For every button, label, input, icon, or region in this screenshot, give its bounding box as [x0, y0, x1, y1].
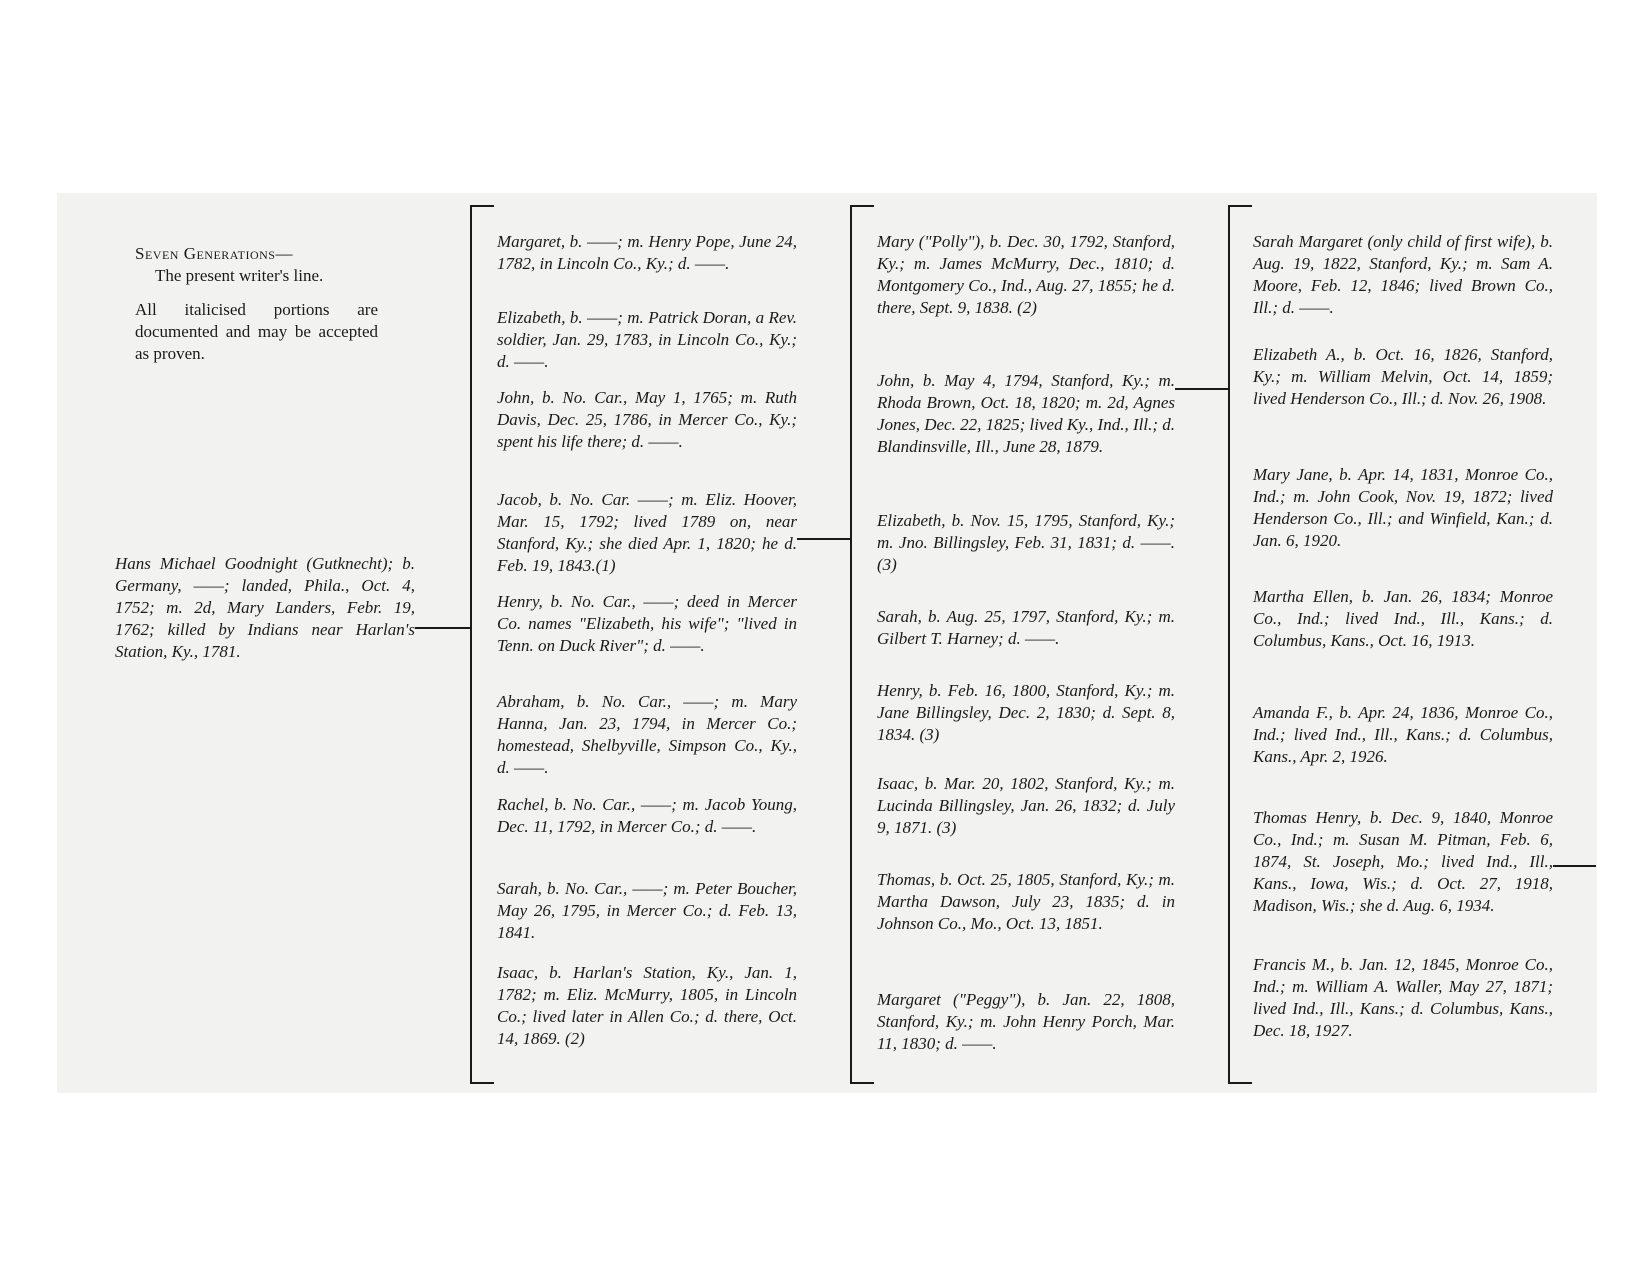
gen1-entry: Hans Michael Goodnight (Gutknecht); b. Germany, ——; landed, Phila., Oct. 4, 1752; m. 2d, Mary Landers, Febr. 19, 1762; killed by Indians near Harlan's Station, Ky., 1781. [115, 554, 415, 661]
person-entry: Mary Jane, b. Apr. 14, 1831, Monroe Co., Ind.; m. John Cook, Nov. 19, 1872; lived Henderson Co., Ill.; and Winfield, Kan.; d. Jan. 6, 1920. [1253, 465, 1553, 550]
intro-note: All italicised portions are documented and may be accepted as proven. [135, 300, 378, 363]
intro-subtitle: The present writer's line. [155, 266, 324, 285]
connector-gen4 [1553, 865, 1596, 867]
connector-gen1 [415, 627, 470, 629]
bracket-gen3 [850, 205, 874, 1084]
bracket-gen4 [1228, 205, 1252, 1084]
person-entry: Abraham, b. No. Car., ——; m. Mary Hanna, Jan. 23, 1794, in Mercer Co.; homestead, Shelbyville, Simpson Co., Ky., d. ——. [497, 692, 797, 777]
person-entry: John, b. No. Car., May 1, 1765; m. Ruth Davis, Dec. 25, 1786, in Mercer Co., Ky.; spent his life there; d. ——. [497, 388, 797, 451]
person-entry: Sarah, b. Aug. 25, 1797, Stanford, Ky.; m. Gilbert T. Harney; d. ——. [877, 607, 1175, 648]
person-entry: Martha Ellen, b. Jan. 26, 1834; Monroe Co., Ind.; lived Ind., Ill., Kans.; d. Columbus, Kans., Oct. 16, 1913. [1253, 587, 1553, 650]
person-entry: Margaret ("Peggy"), b. Jan. 22, 1808, Stanford, Ky.; m. John Henry Porch, Mar. 11, 1830; d. ——. [877, 990, 1175, 1053]
person-entry: Henry, b. Feb. 16, 1800, Stanford, Ky.; m. Jane Billingsley, Dec. 2, 1830; d. Sept. 8, 1834. (3) [877, 681, 1175, 744]
person-entry: Henry, b. No. Car., ——; deed in Mercer Co. names "Elizabeth, his wife"; "lived in Tenn. on Duck River"; d. ——. [497, 592, 797, 655]
bracket-gen2 [470, 205, 494, 1084]
person-entry: Margaret, b. ——; m. Henry Pope, June 24, 1782, in Lincoln Co., Ky.; d. ——. [497, 232, 797, 273]
person-entry: Sarah, b. No. Car., ——; m. Peter Boucher, May 26, 1795, in Mercer Co.; d. Feb. 13, 1841. [497, 879, 797, 942]
person-entry: Thomas Henry, b. Dec. 9, 1840, Monroe Co., Ind.; m. Susan M. Pitman, Feb. 6, 1874, St. Joseph, Mo.; lived Ind., Ill., Kans., Iowa, Wis.; d. Oct. 27, 1918, Madison, Wis.; she d. Aug. 6, 1934. [1253, 808, 1553, 915]
person-entry: Isaac, b. Harlan's Station, Ky., Jan. 1, 1782; m. Eliz. McMurry, 1805, in Lincoln Co.; lived later in Allen Co.; d. there, Oct. 14, 1869. (2) [497, 963, 797, 1048]
intro-title: Seven Generations— [135, 244, 293, 263]
person-entry: Amanda F., b. Apr. 24, 1836, Monroe Co., Ind.; lived Ind., Ill., Kans.; d. Columbus, Kans., Apr. 2, 1926. [1253, 703, 1553, 766]
person-entry: Francis M., b. Jan. 12, 1845, Monroe Co., Ind.; m. William A. Waller, May 27, 1871; lived Ind., Ill., Kans.; d. Columbus, Kans., Dec. 18, 1927. [1253, 955, 1553, 1040]
person-entry: Rachel, b. No. Car., ——; m. Jacob Young, Dec. 11, 1792, in Mercer Co.; d. ——. [497, 795, 797, 836]
person-entry: Sarah Margaret (only child of first wife), b. Aug. 19, 1822, Stanford, Ky.; m. Sam A. Moore, Feb. 12, 1846; lived Brown Co., Ill.; d. ——. [1253, 232, 1553, 317]
person-entry: Elizabeth, b. ——; m. Patrick Doran, a Rev. soldier, Jan. 29, 1783, in Lincoln Co., Ky.; d. ——. [497, 308, 797, 371]
connector-gen2 [797, 538, 850, 540]
person-entry: Mary ("Polly"), b. Dec. 30, 1792, Stanford, Ky.; m. James McMurry, Dec., 1810; d. Montgomery Co., Ind., Aug. 27, 1855; he d. there, Sept. 9, 1838. (2) [877, 232, 1175, 317]
person-entry: Elizabeth A., b. Oct. 16, 1826, Stanford, Ky.; m. William Melvin, Oct. 14, 1859; lived Henderson Co., Ill.; d. Nov. 26, 1908. [1253, 345, 1553, 408]
connector-gen3 [1175, 388, 1228, 390]
person-entry: Elizabeth, b. Nov. 15, 1795, Stanford, Ky.; m. Jno. Billingsley, Feb. 31, 1831; d. ——. (3) [877, 511, 1175, 574]
person-entry: Thomas, b. Oct. 25, 1805, Stanford, Ky.; m. Martha Dawson, July 23, 1835; d. in Johnson Co., Mo., Oct. 13, 1851. [877, 870, 1175, 933]
person-entry: Isaac, b. Mar. 20, 1802, Stanford, Ky.; m. Lucinda Billingsley, Jan. 26, 1832; d. July 9, 1871. (3) [877, 774, 1175, 837]
intro-block [135, 243, 378, 365]
person-entry: John, b. May 4, 1794, Stanford, Ky.; m. Rhoda Brown, Oct. 18, 1820; m. 2d, Agnes Jones, Dec. 22, 1825; lived Ky., Ind., Ill.; d. Blandinsville, Ill., June 28, 1879. [877, 371, 1175, 456]
person-entry: Jacob, b. No. Car. ——; m. Eliz. Hoover, Mar. 15, 1792; lived 1789 on, near Stanford, Ky.; she died Apr. 1, 1820; he d. Feb. 19, 1843.(1) [497, 490, 797, 575]
